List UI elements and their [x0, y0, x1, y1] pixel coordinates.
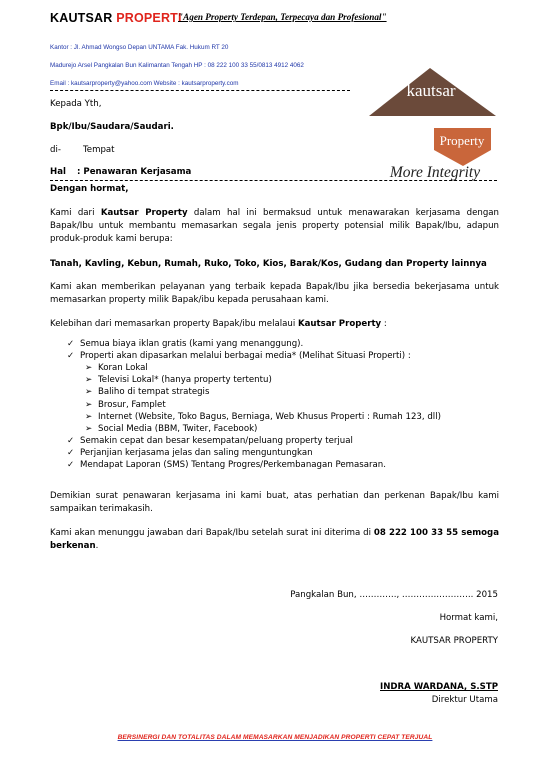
- benefits-list-more: [67, 435, 386, 472]
- recipient-name: Bpk/Ibu/Saudara/Saudari.: [50, 122, 174, 132]
- list-item: ✓ Mendapat Laporan (SMS) Tentang Progres/Perkembanagan Pemasaran.: [67, 460, 386, 471]
- subject-value: : Penawaran Kerjasama: [77, 167, 192, 177]
- wait-post: .: [95, 540, 99, 551]
- intro-post: dalam hal ini bermaksud untuk menawarakan kerjasama dengan Bapak/Ibu untuk membantu memasarkan segala jenis property potensial milik Bapak/Ibu, adapun produk-produk kami berupa:: [50, 208, 499, 244]
- closing-paragraph: Demikian surat penawaran kerjasama ini kami buat, atas perhatian dan perkenan Bapak/Ibu kami sampaikan terimakasih.: [50, 491, 499, 514]
- regards: Hormat kami,: [439, 613, 498, 623]
- check-icon: ✓: [67, 448, 75, 459]
- full-address: Madurejo Arsel Pangkalan Bun Kalimantan Tengah HP : 08 222 100 33 55/0813 4912 4062: [50, 62, 304, 69]
- list-item: ✓ Perjanjian kerjasama jelas dan saling menguntungkan: [67, 448, 313, 459]
- signer-name: INDRA WARDANA, S.STP: [380, 682, 498, 692]
- company-tagline: "Agen Property Terdepan, Terpecaya dan Profesional": [178, 12, 387, 22]
- logo-slogan: More Integrity: [389, 164, 481, 181]
- list-item: ✓ Semua biaya iklan gratis (kami yang menanggung).: [67, 339, 304, 349]
- check-icon: ✓: [67, 339, 75, 349]
- benefits-list: [67, 338, 411, 362]
- intro-paragraph: [50, 207, 499, 245]
- wait-phone: 08 222 100 33 55 semoga berkenan: [50, 528, 500, 551]
- footer-slogan: BERSINERGI DAN TOTALITAS DALAM MEMASARKAN MENJADIKAN PROPERTI CEPAT TERJUAL: [117, 734, 433, 741]
- subject-label: Hal: [50, 167, 66, 177]
- company-logo: [367, 66, 498, 182]
- intro-company: Kautsar Property: [100, 208, 188, 218]
- wait-pre: Kami akan menunggu jawaban dari Bapak/Ibu setelah surat ini diterima di: [50, 528, 374, 538]
- list-item: ➢ Brosur, Famplet: [85, 399, 166, 410]
- recipient-place-value: Tempat: [83, 145, 115, 155]
- list-item: ➢ Televisi Lokal* (hanya property tertentu): [85, 375, 272, 386]
- list-item: ➢ Internet (Website, Toko Bagus, Berniaga, Web Khusus Properti : Rumah 123, dll): [85, 411, 441, 422]
- list-item: ➢ Social Media (BBM, Twiter, Facebook): [85, 423, 258, 434]
- subject-line: [50, 166, 192, 178]
- logo-word-mid: Property: [439, 133, 485, 148]
- place-date: Pangkalan Bun, …………., ……………………. 2015: [290, 590, 498, 600]
- products-line: Tanah, Kavling, Kebun, Rumah, Ruko, Toko, Kios, Barak/Kos, Gudang dan Property lainnya: [50, 259, 487, 269]
- arrow-right-icon: ➢: [85, 363, 93, 373]
- benefits-intro: [50, 318, 387, 330]
- media-list: [85, 362, 441, 435]
- list-item: ✓ Semakin cepat dan besar kesempatan/peluang property terjual: [67, 436, 353, 446]
- check-icon: ✓: [67, 460, 75, 471]
- company-name-black: KAUTSAR: [50, 11, 117, 25]
- contact-info: Email : kautsarproperty@yahoo.com Website : kautsarproperty.com: [50, 80, 239, 87]
- check-icon: ✓: [67, 351, 75, 362]
- benefits-intro-pre: Kelebihan dari memasarkan property Bapak/ibu melalaui: [50, 319, 298, 329]
- subject-divider: [50, 180, 497, 181]
- recipient-place: [50, 144, 115, 156]
- intro-pre: Kami dari: [50, 208, 101, 218]
- company-signature: KAUTSAR PROPERTY: [410, 636, 498, 646]
- list-item: ✓ Properti akan dipasarkan melalui berbagai media* (Melihat Situasi Properti) :: [67, 351, 411, 362]
- company-name-red: PROPERTI: [116, 11, 182, 25]
- list-item: ➢ Baliho di tempat strategis: [85, 387, 210, 398]
- wait-paragraph: [50, 527, 499, 553]
- benefits-intro-post: :: [381, 319, 387, 329]
- service-paragraph: Kami akan memberikan pelayanan yang terbaik kepada Bapak/Ibu jika bersedia bekerjasama untuk memasarkan property milik Bapak/ibu kepada perusahaan kami.: [50, 282, 499, 305]
- greeting: Dengan hormat,: [50, 184, 129, 194]
- signer-title: Direktur Utama: [431, 695, 498, 705]
- header-divider: [50, 90, 350, 91]
- recipient-to: Kepada Yth,: [50, 99, 102, 109]
- company-name: [50, 11, 182, 25]
- check-icon: ✓: [67, 436, 75, 446]
- arrow-right-icon: ➢: [85, 423, 93, 434]
- arrow-right-icon: ➢: [85, 375, 93, 386]
- arrow-right-icon: ➢: [85, 399, 93, 410]
- logo-word-top: kautsar: [406, 81, 456, 100]
- benefits-intro-company: Kautsar Property: [297, 319, 382, 329]
- arrow-right-icon: ➢: [85, 387, 93, 398]
- office-address: Kantor : Jl. Ahmad Wongso Depan UNTAMA Fak. Hukum RT 20: [50, 44, 229, 51]
- arrow-right-icon: ➢: [85, 411, 93, 422]
- list-item: ➢ Koran Lokal: [85, 363, 148, 373]
- recipient-place-label: di-: [50, 145, 61, 155]
